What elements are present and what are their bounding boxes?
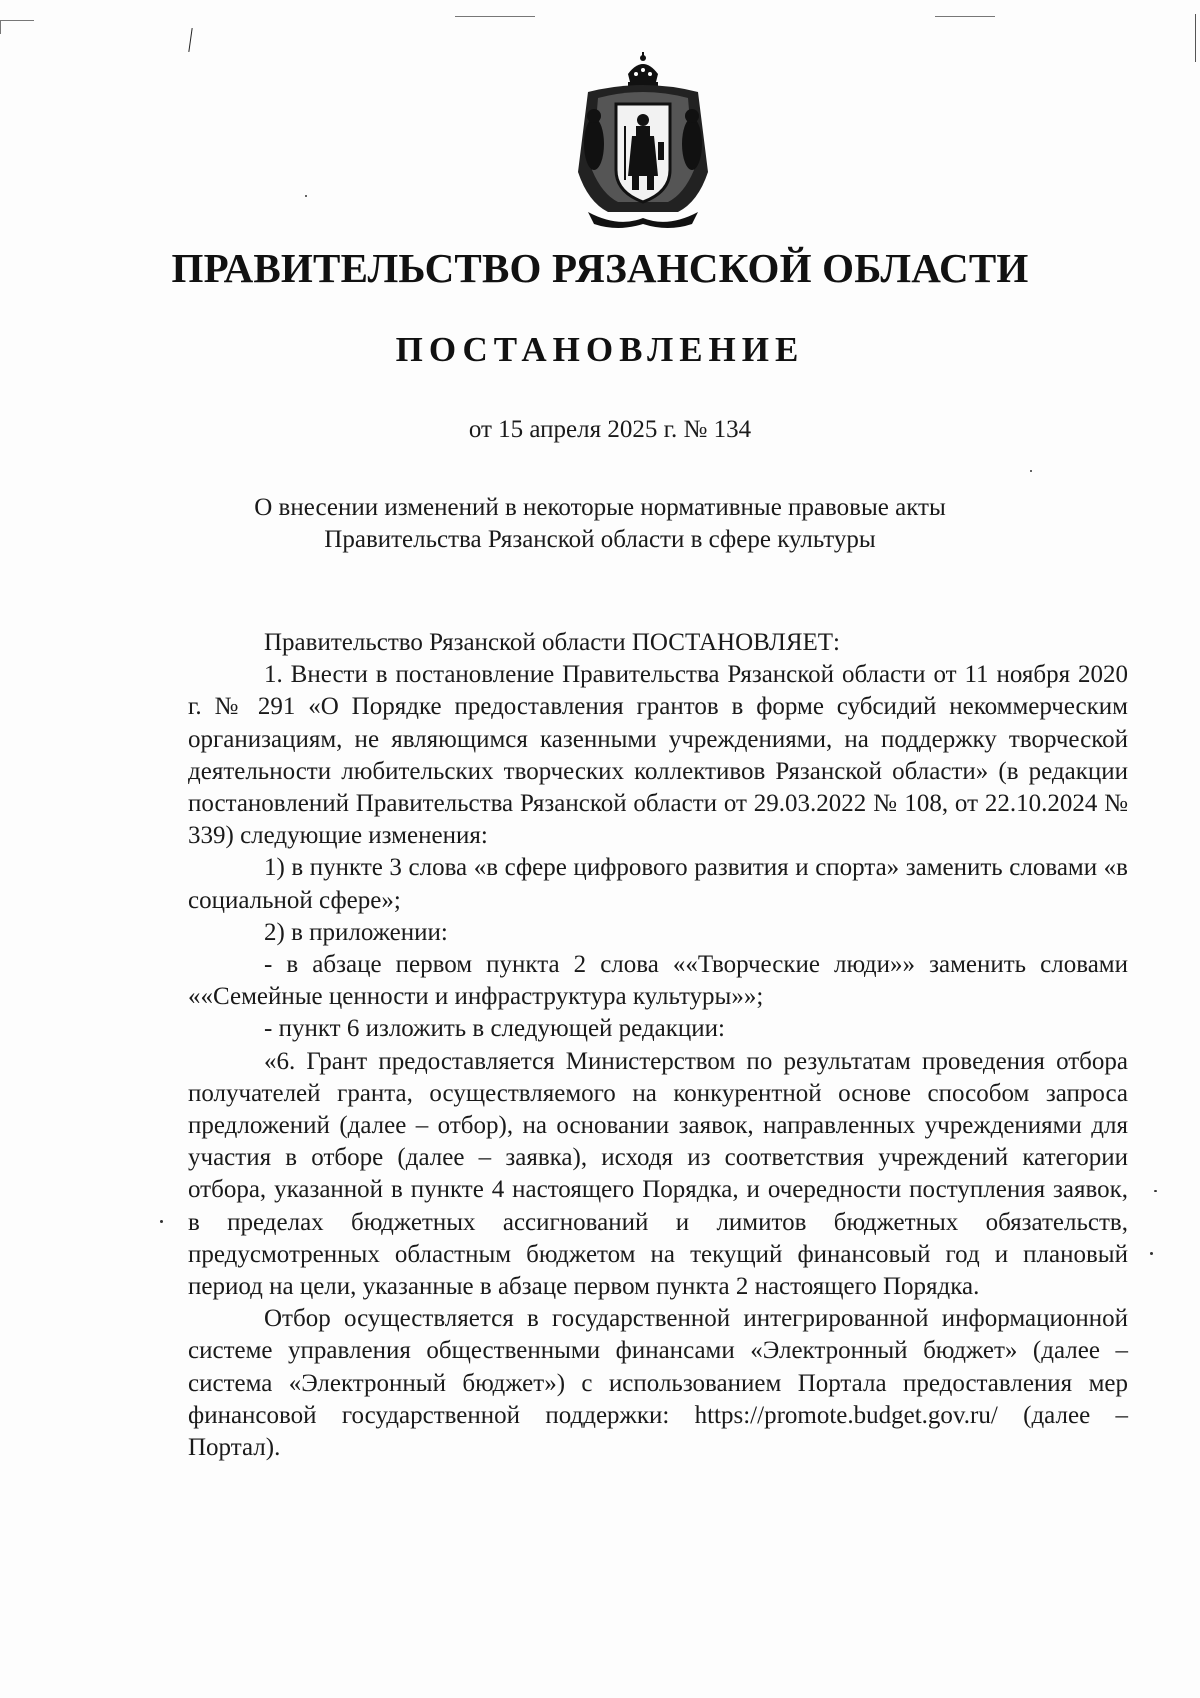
body-paragraph: Правительство Рязанской области ПОСТАНОВЛЯЕТ: — [264, 629, 840, 656]
scan-speck — [1150, 1252, 1153, 1255]
government-title: ПРАВИТЕЛЬСТВО РЯЗАНСКОЙ ОБЛАСТИ — [171, 245, 1029, 291]
subject-line: Правительства Рязанской области в сфере культуры — [324, 526, 876, 553]
scan-mark — [0, 20, 34, 21]
scan-mark — [0, 20, 1, 34]
body-paragraph: 1. Внести в постановление Правительства Рязанской области от 11 ноября 2020 г. № 291 «О Порядке предоставления грантов в форме субсидий некоммерческим организациям, не являющимся казенными учреждениями, на поддержку творческой деятельности любительских творческих коллективов Рязанской области» (в редакции постановлений Правительства Рязанской области от 29.03.2022 № 108, от 22.10.2024 № 339) следующие изменения: — [188, 661, 1128, 850]
scan-speck — [160, 1220, 163, 1223]
scan-mark — [1195, 14, 1196, 62]
scan-speck — [1030, 470, 1032, 472]
document-body — [188, 627, 1128, 1464]
body-paragraph: 2) в приложении: — [264, 918, 448, 946]
subject-line: О внесении изменений в некоторые нормативные правовые акты — [254, 494, 946, 521]
document-subject — [0, 492, 1200, 556]
body-paragraph: Отбор осуществляется в государственной интегрированной информационной системе управления общественными финансами «Электронный бюджет» (далее – система «Электронный бюджет») с использованием Портала предоставления мер финансовой государственной поддержки: https://promote.budget.gov.ru/ (далее – Портал). — [188, 1305, 1128, 1462]
document-type: ПОСТАНОВЛЕНИЕ — [395, 330, 805, 369]
scan-mark — [188, 28, 192, 52]
body-paragraph: - в абзаце первом пункта 2 слова ««Творческие люди»» заменить словами ««Семейные ценности и инфраструктура культуры»»; — [188, 951, 1128, 1011]
ryazan-coat-of-arms-icon — [558, 52, 728, 228]
scan-mark — [455, 16, 535, 17]
document-date: от 15 апреля 2025 г. № 134 — [468, 416, 752, 443]
scan-speck — [305, 195, 307, 197]
scan-speck — [1154, 1190, 1157, 1192]
body-paragraph: 1) в пункте 3 слова «в сфере цифрового развития и спорта» заменить словами «в социальной сфере»; — [188, 854, 1128, 914]
body-paragraph: «6. Грант предоставляется Министерством по результатам проведения отбора получателей гранта, осуществляемого на конкурентной основе способом запроса предложений (далее – отбор), на основании заявок, направленных учреждениями для участия в отборе (далее – заявка), исходя из соответствия учреждений категории отбора, указанной в пункте 4 настоящего Порядка, и очередности поступления заявок, в пределах бюджетных ассигнований и лимитов бюджетных обязательств, предусмотренных областным бюджетом на текущий финансовый год и плановый период на цели, указанные в абзаце первом пункта 2 настоящего Порядка. — [188, 1047, 1128, 1301]
scan-mark — [935, 16, 995, 17]
body-paragraph: - пункт 6 изложить в следующей редакции: — [264, 1015, 725, 1043]
